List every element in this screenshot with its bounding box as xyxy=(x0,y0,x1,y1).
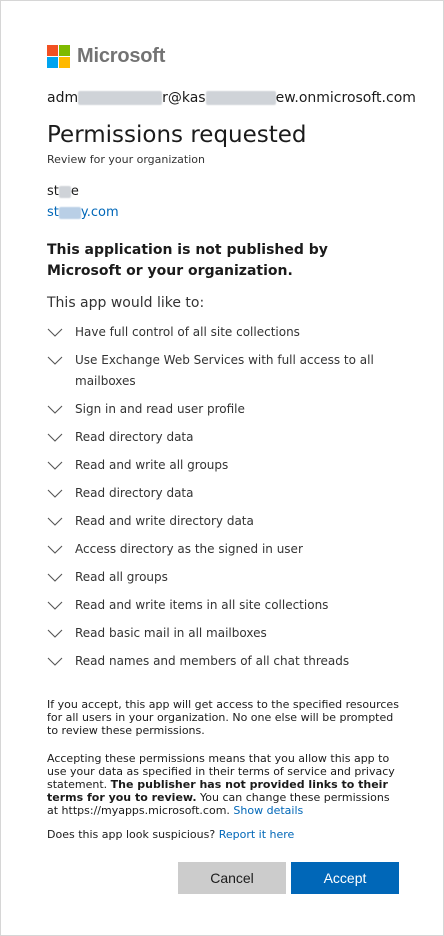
permission-label: Have full control of all site collections xyxy=(75,325,300,339)
permission-item[interactable] xyxy=(47,651,387,672)
permission-item[interactable] xyxy=(47,322,387,343)
page-subtitle: Review for your organization xyxy=(47,153,205,166)
app-name-end: e xyxy=(70,184,79,199)
permission-label: Read and write items in all site collections xyxy=(75,598,329,612)
chevron-down-icon xyxy=(47,517,63,526)
accept-button[interactable]: Accept xyxy=(291,862,399,894)
permission-item[interactable] xyxy=(47,511,387,532)
cancel-button[interactable]: Cancel xyxy=(178,862,286,894)
permission-label: Read basic mail in all mailboxes xyxy=(75,626,267,640)
redacted-block xyxy=(78,91,162,105)
permission-label: Read all groups xyxy=(75,570,168,584)
redacted-block xyxy=(59,207,81,219)
account-email-end: ew.onmicrosoft.com xyxy=(275,90,416,106)
permission-label: Read and write directory data xyxy=(75,514,254,528)
chevron-down-icon xyxy=(47,433,63,442)
permission-item[interactable] xyxy=(47,539,387,560)
permission-item[interactable] xyxy=(47,427,387,448)
logo-square-yellow xyxy=(59,57,70,68)
app-domain-start: st xyxy=(47,205,59,220)
permission-label: Read directory data xyxy=(75,486,194,500)
permission-label: Access directory as the signed in user xyxy=(75,542,303,556)
permission-item[interactable] xyxy=(47,455,387,476)
suspicious-text: Does this app look suspicious? xyxy=(47,828,219,841)
permission-item[interactable] xyxy=(47,595,387,616)
permission-label: Use Exchange Web Services with full access to all mailboxes xyxy=(75,353,374,388)
permissions-intro: This app would like to: xyxy=(47,295,205,311)
app-domain-end: y.com xyxy=(80,205,119,220)
brand-name: Microsoft xyxy=(77,45,166,67)
logo-square-red xyxy=(47,45,58,56)
logo-square-blue xyxy=(47,57,58,68)
chevron-down-icon xyxy=(47,356,63,365)
microsoft-logo-icon xyxy=(47,45,70,68)
chevron-down-icon xyxy=(47,489,63,498)
app-name xyxy=(47,184,79,199)
chevron-down-icon xyxy=(47,461,63,470)
redacted-block xyxy=(59,186,71,198)
permission-item[interactable] xyxy=(47,399,387,420)
terms-bold-text: The publisher has not provided links to their terms for you to review. xyxy=(47,778,388,804)
terms-text-continued: You can change these permissions at https://myapps.microsoft.com. xyxy=(47,791,390,817)
page-title: Permissions requested xyxy=(47,122,307,148)
chevron-down-icon xyxy=(47,657,63,666)
chevron-down-icon xyxy=(47,328,63,337)
logo-square-green xyxy=(59,45,70,56)
permission-label: Sign in and read user profile xyxy=(75,402,245,416)
permissions-list xyxy=(47,322,387,679)
chevron-down-icon xyxy=(47,405,63,414)
terms-text: Accepting these permissions means that you allow this app to use your data as specified in their terms of service and privacy statement. xyxy=(47,752,395,791)
chevron-down-icon xyxy=(47,545,63,554)
show-details-link[interactable]: Show details xyxy=(233,804,304,817)
account-email[interactable] xyxy=(47,90,416,106)
permission-label: Read and write all groups xyxy=(75,458,229,472)
app-domain-link[interactable] xyxy=(47,205,119,220)
consent-notice: If you accept, this app will get access to the specified resources for all users in your organization. No one else will be prompted to review these permissions. xyxy=(47,698,399,737)
chevron-down-icon xyxy=(47,629,63,638)
microsoft-logo xyxy=(47,45,165,68)
publisher-warning: This application is not published by Microsoft or your organization. xyxy=(47,242,328,279)
permission-item[interactable] xyxy=(47,483,387,504)
terms-notice xyxy=(47,752,403,817)
permission-item[interactable] xyxy=(47,567,387,588)
account-email-start: adm xyxy=(47,90,79,106)
permission-item[interactable] xyxy=(47,350,387,392)
permission-label: Read names and members of all chat threads xyxy=(75,654,350,668)
account-email-middle: r@kas xyxy=(162,90,206,106)
chevron-down-icon xyxy=(47,573,63,582)
chevron-down-icon xyxy=(47,601,63,610)
report-link[interactable]: Report it here xyxy=(218,828,295,841)
redacted-block xyxy=(206,91,276,105)
suspicious-prompt xyxy=(47,828,294,841)
permission-label: Read directory data xyxy=(75,430,194,444)
permission-item[interactable] xyxy=(47,623,387,644)
app-name-start: st xyxy=(47,184,59,199)
